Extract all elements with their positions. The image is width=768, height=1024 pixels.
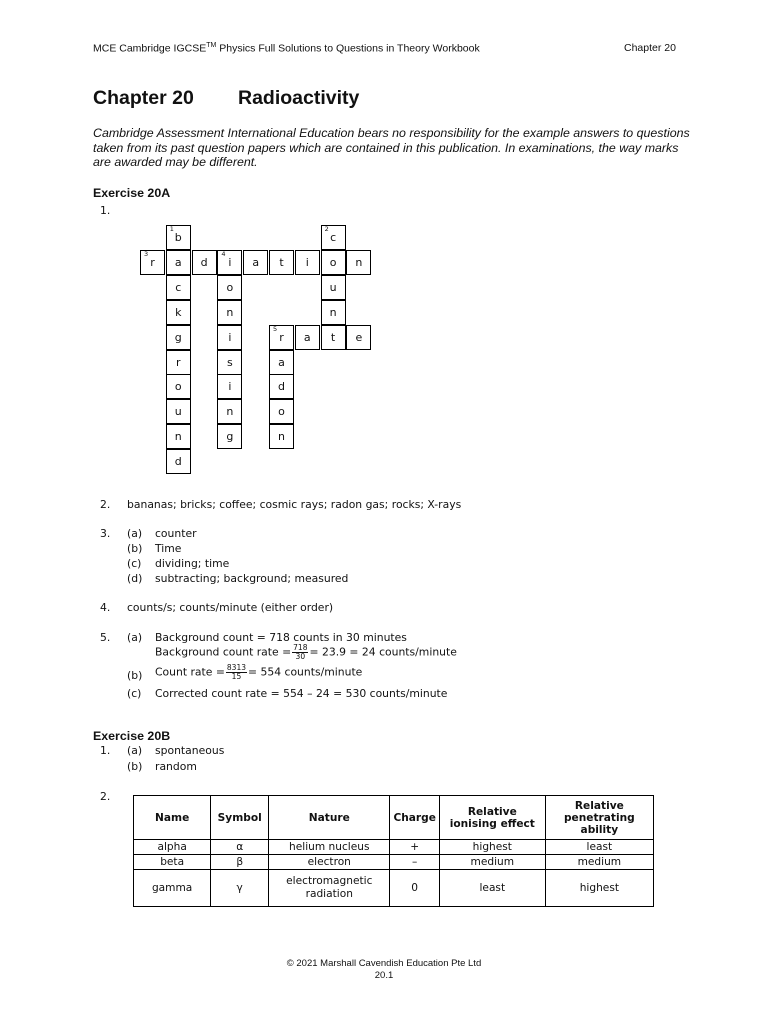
crossword-letter: c	[175, 280, 182, 294]
b-q1b-answer: random	[155, 760, 197, 773]
crossword-cell	[243, 250, 268, 275]
crossword-clue-number: 2	[324, 225, 329, 233]
q5b-label: (b)	[127, 669, 143, 682]
page-number: 20.1	[374, 970, 394, 981]
crossword-letter: g	[174, 330, 182, 344]
q2-answer: bananas; bricks; coffee; cosmic rays; radon gas; rocks; X-rays	[127, 498, 462, 511]
q5a-line1: Background count = 718 counts in 30 minutes	[155, 631, 407, 644]
q5a-line2: Background count rate = $\frac{718}{30}$ = 23.9 = 24 counts/minute	[155, 643, 457, 661]
crossword-letter: t	[279, 255, 284, 269]
exercise-20b-heading: Exercise 20B	[93, 729, 171, 743]
disclaimer: Cambridge Assessment International Education bears no responsibility for the example answers to questions taken from its past question papers which are contained in this publication. In examinations, the way marks are awarded may be different.	[93, 126, 690, 169]
crossword-letter: o	[226, 280, 234, 294]
q3d-answer: subtracting; background; measured	[155, 572, 349, 585]
q5-number: 5.	[100, 631, 111, 644]
crossword-letter: n	[226, 305, 234, 319]
crossword-cell	[217, 250, 242, 275]
table-header-row	[134, 796, 654, 840]
crossword-clue-number: 1	[169, 225, 174, 233]
col-header-name: Name	[134, 796, 211, 840]
q1-number: 1.	[100, 204, 111, 217]
chapter-number: Chapter 20	[93, 87, 194, 109]
crossword-cell	[217, 374, 242, 399]
q5a-label: (a)	[127, 631, 143, 644]
fraction-8313-15: $\frac{8313}{15}$	[226, 663, 246, 681]
q3b-answer: Time	[155, 542, 182, 555]
crossword-cell	[269, 374, 294, 399]
crossword-letter: i	[305, 255, 309, 269]
q3c-label: (c)	[127, 557, 142, 570]
crossword-letter: s	[227, 355, 233, 369]
crossword-cell	[269, 250, 294, 275]
crossword-cell	[217, 424, 242, 449]
q5c-answer: Corrected count rate = 554 – 24 = 530 counts/minute	[155, 687, 448, 700]
crossword-letter: d	[200, 255, 208, 269]
crossword-letter: i	[228, 380, 232, 394]
crossword-letter: k	[175, 305, 182, 319]
col-header-penetrating: Relative penetrating ability	[545, 796, 653, 840]
crossword-letter: a	[252, 255, 260, 269]
table-row: gamma γ electromagnetic radiation 0 least highest	[134, 870, 654, 907]
q3d-label: (d)	[127, 572, 143, 585]
copyright-footer: © 2021 Marshall Cavendish Education Pte Ltd	[286, 958, 482, 969]
col-header-symbol: Symbol	[211, 796, 269, 840]
crossword-letter: b	[174, 231, 182, 244]
crossword-cell	[166, 325, 191, 350]
crossword-letter: u	[329, 280, 337, 294]
table-row: alpha α helium nucleus + highest least	[134, 840, 654, 855]
crossword-cell	[192, 250, 217, 275]
crossword-letter: d	[278, 380, 285, 394]
q3-number: 3.	[100, 527, 111, 540]
crossword-cell	[166, 250, 191, 275]
crossword-letter: r	[176, 355, 181, 369]
crossword-cell	[166, 399, 191, 424]
q5c-label: (c)	[127, 687, 142, 700]
crossword-letter: o	[278, 405, 285, 419]
crossword-letter: t	[330, 330, 336, 344]
crossword-cell	[166, 225, 191, 250]
crossword-letter: d	[174, 455, 182, 469]
b-q1a-label: (a)	[127, 744, 143, 757]
chapter-title: Radioactivity	[238, 87, 360, 109]
running-header: MCE Cambridge IGCSE™ Physics Full Solutions to Questions in Theory Workbook	[93, 42, 480, 55]
crossword-cell	[321, 325, 346, 350]
crossword-clue-number: 5	[273, 324, 278, 333]
exercise-20a-heading: Exercise 20A	[93, 186, 171, 200]
crossword-cell	[166, 275, 191, 300]
crossword-letter: i	[228, 255, 232, 269]
crossword-cell	[269, 399, 294, 424]
crossword-letter: n	[355, 255, 363, 269]
crossword-letter: n	[226, 405, 234, 419]
radiation-table	[133, 795, 654, 907]
crossword-cell	[321, 275, 346, 300]
crossword-cell	[217, 275, 242, 300]
q2-number: 2.	[100, 498, 111, 511]
crossword-cell	[295, 250, 320, 275]
crossword-letter: a	[174, 255, 182, 269]
crossword-letter: a	[278, 355, 285, 369]
q3a-answer: counter	[155, 527, 197, 540]
crossword-cell	[346, 325, 371, 350]
crossword-cell	[166, 449, 191, 474]
q5b-line: Count rate = $\frac{8313}{15}$ = 554 counts/minute	[155, 663, 363, 681]
crossword-cell	[346, 250, 371, 275]
crossword-cell	[321, 300, 346, 325]
crossword-letter: r	[150, 255, 155, 269]
fraction-718-30: $\frac{718}{30}$	[293, 643, 308, 661]
crossword-letter: n	[278, 430, 285, 444]
crossword-letter: n	[174, 430, 182, 444]
col-header-ionising: Relative ionising effect	[439, 796, 545, 840]
crossword-cell	[269, 350, 294, 375]
crossword-cell	[217, 399, 242, 424]
crossword-cell	[166, 350, 191, 375]
crossword-letter: g	[226, 430, 234, 444]
crossword-letter: n	[329, 305, 337, 319]
crossword-clue-number: 3	[144, 249, 149, 258]
crossword-cell	[269, 424, 294, 449]
crossword-letter: o	[329, 255, 337, 269]
q3c-answer: dividing; time	[155, 557, 230, 570]
crossword-cell	[166, 374, 191, 399]
col-header-nature: Nature	[269, 796, 390, 840]
crossword-letter: u	[174, 405, 182, 419]
crossword-letter: c	[330, 231, 337, 244]
crossword-cell	[321, 225, 346, 250]
crossword-cell	[321, 250, 346, 275]
crossword-cell	[166, 424, 191, 449]
crossword-clue-number: 4	[221, 249, 226, 258]
col-header-charge: Charge	[390, 796, 439, 840]
crossword-letter: e	[355, 330, 363, 344]
crossword-cell	[295, 325, 320, 350]
crossword-cell	[269, 325, 294, 350]
crossword-cell	[166, 300, 191, 325]
crossword-letter: i	[228, 330, 232, 344]
crossword-letter: o	[174, 380, 182, 394]
b-q1b-label: (b)	[127, 760, 143, 773]
header-chapter: Chapter 20	[624, 42, 676, 54]
crossword-grid	[0, 0, 768, 480]
q3b-label: (b)	[127, 542, 143, 555]
q4-answer: counts/s; counts/minute (either order)	[127, 601, 334, 614]
crossword-cell	[140, 250, 165, 275]
crossword-cell	[217, 300, 242, 325]
crossword-cell	[217, 325, 242, 350]
b-q1-number: 1.	[100, 744, 111, 757]
crossword-letter: a	[303, 330, 311, 344]
q3a-label: (a)	[127, 527, 143, 540]
crossword-cell	[217, 350, 242, 375]
q4-number: 4.	[100, 601, 111, 614]
b-q2-number: 2.	[100, 790, 111, 803]
crossword-letter: r	[279, 330, 284, 344]
table-row: beta β electron – medium medium	[134, 855, 654, 870]
b-q1a-answer: spontaneous	[155, 744, 225, 757]
